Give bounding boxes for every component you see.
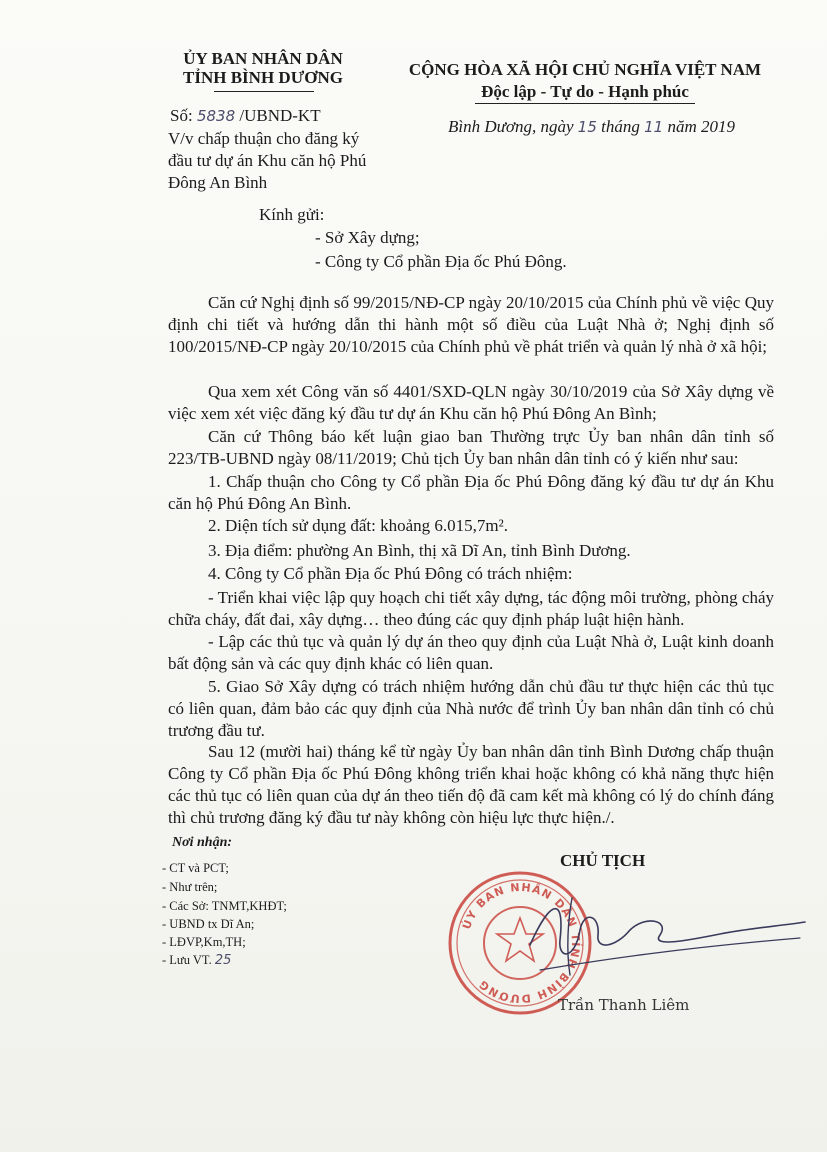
motto-underline — [475, 103, 695, 104]
date-day-handwritten: 15 — [577, 118, 597, 136]
item-2: 2. Diện tích sử dụng đất: khoảng 6.015,7m². — [208, 516, 508, 535]
subject-line-3: Đông An Bình — [168, 173, 268, 192]
date-month-handwritten: 11 — [644, 118, 664, 136]
signer-title: CHỦ TỊCH — [560, 851, 646, 870]
nation-line-1: CỘNG HÒA XÃ HỘI CHỦ NGHĨA VIỆT NAM — [408, 60, 762, 79]
noi-nhan-item: - UBND tx Dĩ An; — [162, 917, 255, 931]
doc-number-suffix: /UBND-KT — [239, 106, 321, 125]
item-3: 3. Địa điểm: phường An Bình, thị xã Dĩ An, tỉnh Bình Dương. — [208, 541, 631, 560]
agency-line-2: TỈNH BÌNH DƯƠNG — [183, 68, 343, 87]
storage-label: - Lưu VT. — [162, 953, 212, 967]
date-line — [448, 117, 735, 137]
noi-nhan-item-last — [162, 953, 231, 968]
signer-name: Trần Thanh Liêm — [558, 996, 690, 1014]
document-number — [170, 106, 321, 126]
date-suffix: năm 2019 — [667, 117, 735, 136]
item-1: 1. Chấp thuận cho Công ty Cổ phần Địa ốc Phú Đông đăng ký đầu tư dự án Khu căn hộ Phú Đông An Bình. — [168, 472, 774, 513]
doc-number-handwritten: 5838 — [196, 107, 236, 125]
agency-underline — [214, 91, 314, 92]
recipient-item: - Sở Xây dựng; — [315, 228, 420, 247]
seal-text: ỦY BAN NHÂN DÂN TỈNH BÌNH DƯƠNG — [459, 880, 583, 1006]
storage-count-handwritten: 25 — [214, 953, 232, 968]
noi-nhan-item: - LĐVP,Km,TH; — [162, 935, 246, 949]
doc-number-prefix: Số: — [170, 106, 193, 125]
issuing-agency — [168, 49, 358, 87]
national-title — [400, 59, 770, 103]
paragraph-legal-basis-3: Căn cứ Thông báo kết luận giao ban Thường trực Ủy ban nhân dân tỉnh số 223/TB-UBND ngày 08/11/2019; Chủ tịch Ủy ban nhân dân tỉnh có ý kiến như sau: — [168, 427, 774, 468]
nation-motto: Độc lập - Tự do - Hạnh phúc — [481, 82, 689, 101]
date-mid: tháng — [601, 117, 640, 136]
subject-line-1: V/v chấp thuận cho đăng ký — [168, 129, 360, 148]
document-subject — [168, 128, 408, 194]
item-4: 4. Công ty Cổ phần Địa ốc Phú Đông có trách nhiệm: — [208, 564, 573, 583]
noi-nhan-item: - Như trên; — [162, 880, 218, 894]
date-prefix: Bình Dương, ngày — [448, 117, 574, 136]
subject-line-2: đầu tư dự án Khu căn hộ Phú — [168, 151, 367, 170]
handwritten-signature-icon — [520, 890, 810, 980]
paragraph-legal-basis-1: Căn cứ Nghị định số 99/2015/NĐ-CP ngày 20/10/2015 của Chính phủ về việc Quy định chi tiết và hướng dẫn thi hành một số điều của Luật Nhà ở; Nghị định số 100/2015/NĐ-CP ngày 20/10/2015 của Chính phủ về phát triển và quản lý nhà ở xã hội; — [168, 293, 774, 356]
item-5: 5. Giao Sở Xây dựng có trách nhiệm hướng dẫn chủ đầu tư thực hiện các thủ tục có liên quan, đảm bảo các quy định của Nhà nước để trình Ủy ban nhân dân tỉnh có chủ trương đầu tư. — [168, 677, 774, 740]
recipients-label: Kính gửi: — [259, 205, 325, 224]
paragraph-legal-basis-2: Qua xem xét Công văn số 4401/SXD-QLN ngày 30/10/2019 của Sở Xây dựng về việc xem xét việc đăng ký đầu tư dự án Khu căn hộ Phú Đông An Bình; — [168, 382, 774, 423]
closing-paragraph: Sau 12 (mười hai) tháng kể từ ngày Ủy ban nhân dân tỉnh Bình Dương chấp thuận Công ty Cổ phần Địa ốc Phú Đông không triển khai hoặc không có khả năng thực hiện các thủ tục có liên quan của dự án theo tiến độ đã cam kết mà không có lý do chính đáng thì chủ trương đăng ký đầu tư này không còn hiệu lực thực hiện./. — [168, 742, 774, 827]
recipient-item: - Công ty Cổ phần Địa ốc Phú Đông. — [315, 252, 567, 271]
noi-nhan-item: - Các Sở: TNMT,KHĐT; — [162, 899, 287, 913]
noi-nhan-item: - CT và PCT; — [162, 861, 229, 875]
noi-nhan-title: Nơi nhận: — [172, 835, 233, 850]
item-4a: - Triển khai việc lập quy hoạch chi tiết xây dựng, tác động môi trường, phòng cháy chữa cháy, đất đai, xây dựng… theo đúng các quy định pháp luật hiện hành. — [168, 588, 774, 629]
agency-line-1: ỦY BAN NHÂN DÂN — [183, 49, 343, 68]
item-4b: - Lập các thủ tục và quản lý dự án theo quy định của Luật Nhà ở, Luật kinh doanh bất động sản và các quy định khác có liên quan. — [168, 632, 774, 673]
